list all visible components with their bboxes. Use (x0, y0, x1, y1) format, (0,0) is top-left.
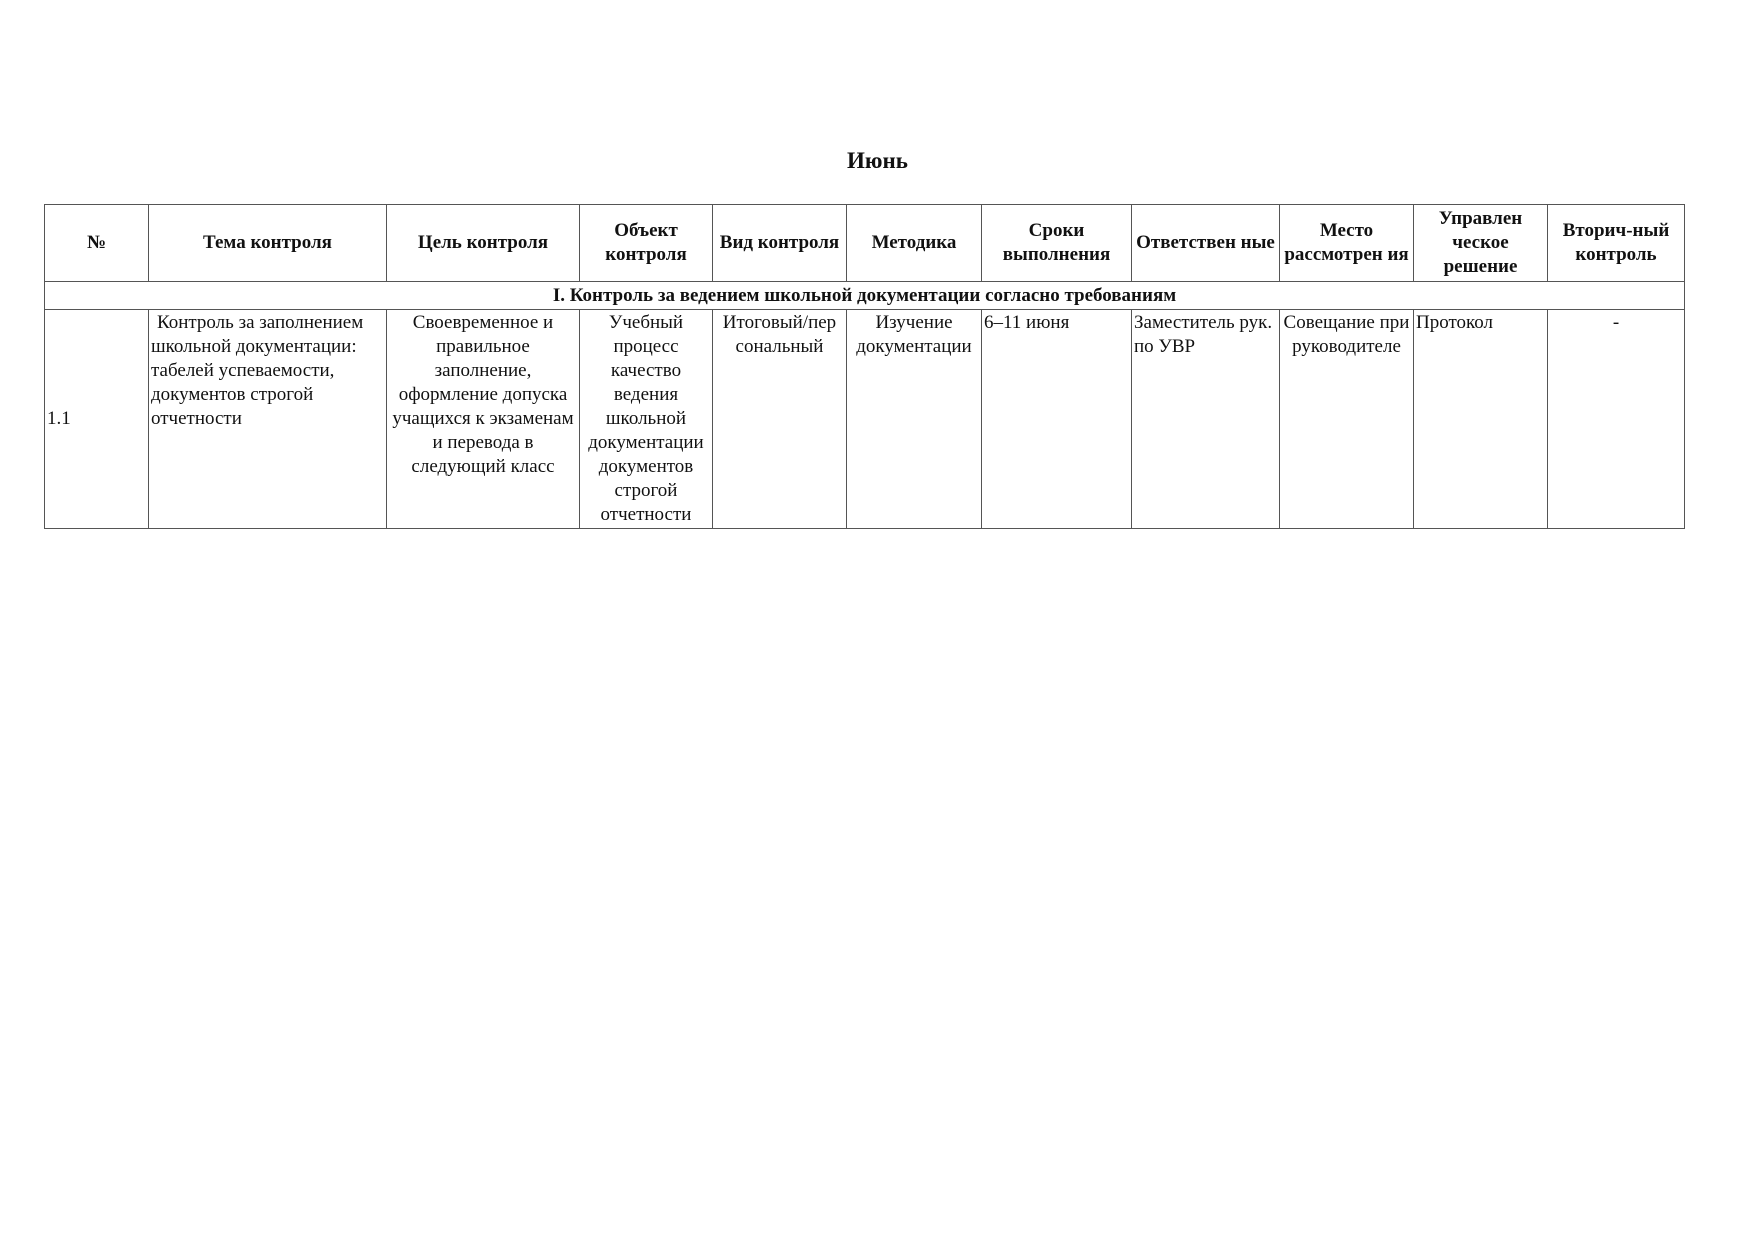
header-deadline: Сроки выполнения (982, 205, 1132, 282)
cell-object: Учебный процесс качество ведения школьной документации документов строгой отчетности (580, 310, 713, 529)
cell-goal: Своевременное и правильное заполнение, оформление допуска учащихся к экзаменам и перевода в следующий класс (387, 310, 580, 529)
header-object: Объект контроля (580, 205, 713, 282)
table-row (45, 310, 1685, 529)
cell-type: Итоговый/пер сональный (713, 310, 847, 529)
header-responsible: Ответствен ные (1132, 205, 1280, 282)
cell-topic: Контроль за заполнением школьной документации: табелей успеваемости, документов строгой отчетности (149, 310, 387, 529)
header-num: № (45, 205, 149, 282)
page-title: Июнь (847, 148, 908, 173)
control-plan-table (44, 204, 1685, 529)
cell-num: 1.1 (45, 310, 149, 529)
cell-method: Изучение документации (847, 310, 982, 529)
header-topic: Тема контроля (149, 205, 387, 282)
section-row (45, 282, 1685, 310)
cell-responsible: Заместитель рук. по УВР (1132, 310, 1280, 529)
cell-secondary: - (1548, 310, 1685, 529)
header-goal: Цель контроля (387, 205, 580, 282)
header-place: Место рассмотрен ия (1280, 205, 1414, 282)
header-row (45, 205, 1685, 282)
header-type: Вид контроля (713, 205, 847, 282)
header-decision: Управлен ческое решение (1414, 205, 1548, 282)
section-heading: I. Контроль за ведением школьной документации согласно требованиям (45, 282, 1685, 310)
header-method: Методика (847, 205, 982, 282)
cell-deadline: 6–11 июня (982, 310, 1132, 529)
cell-decision: Протокол (1414, 310, 1548, 529)
header-secondary: Вторич-ный контроль (1548, 205, 1685, 282)
cell-place: Совещание при руководителе (1280, 310, 1414, 529)
